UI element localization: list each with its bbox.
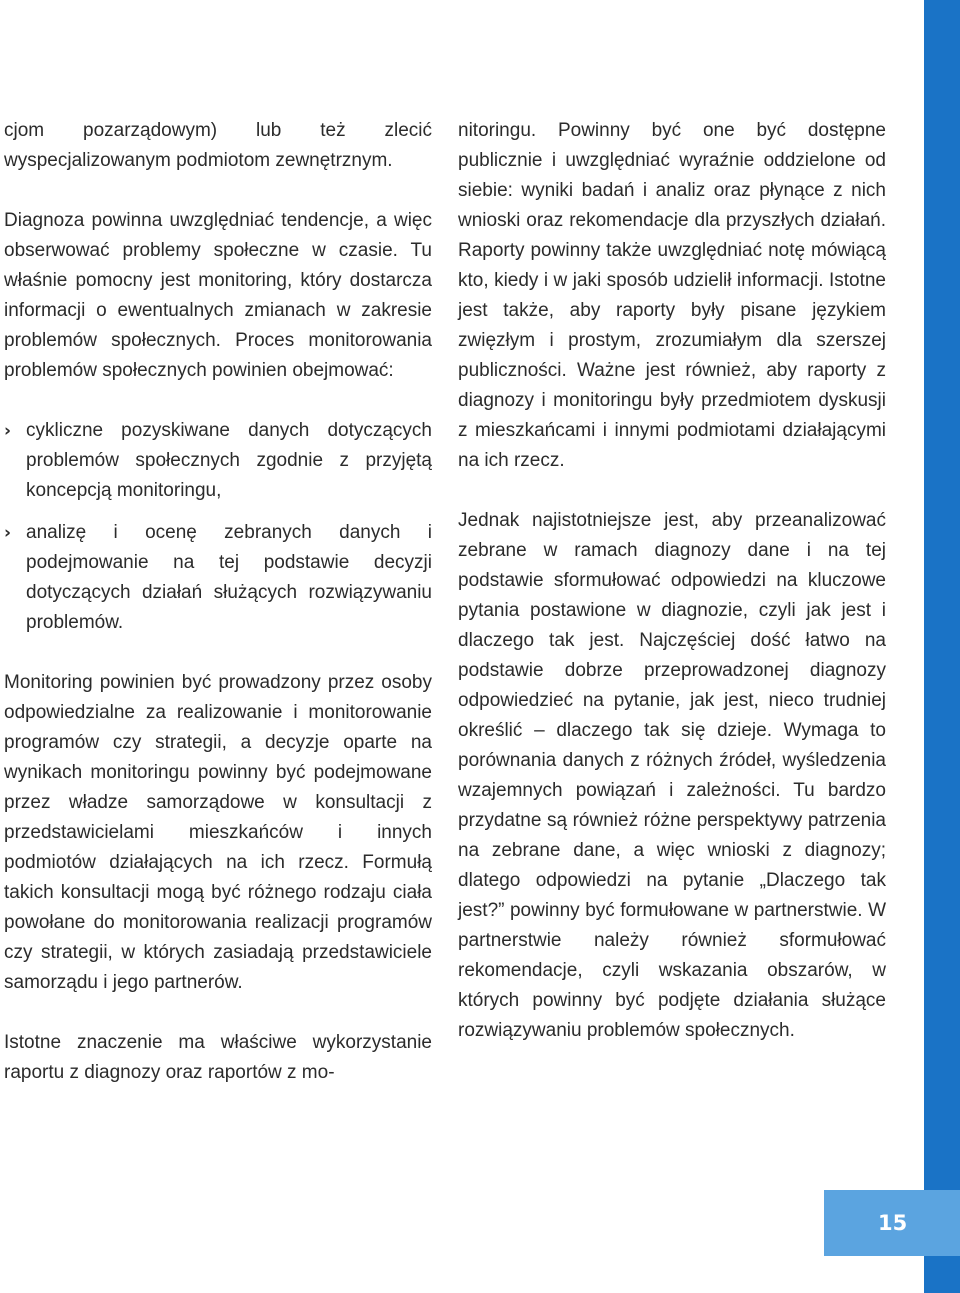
left-paragraph-4: Istotne znaczenie ma właściwe wykorzystanie raportu z diagnozy oraz raportów z mo- — [4, 1032, 432, 1083]
left-paragraph-3: Monitoring powinien być prowadzony przez osoby odpowiedzialne za realizowanie i monitorowanie programów czy strategii, a decyzje oparte na wynikach monitoringu powinny być podejmowane przez władze samorządowe w konsultacji z przedstawicielami mieszkańców i innych podmiotów działających na ich rzecz. Formułą takich konsultacji mogą być różnego rodzaju ciała powołane do monitorowania realizacji programów czy strategii, w których zasiadają przedstawiciele samorządu i jego partnerów. — [4, 672, 432, 993]
right-paragraph-2: Jednak najistotniejsze jest, aby przeanalizować zebrane w ramach diagnozy dane i na tej podstawie sformułować odpowiedzi na kluczowe pytania postawione w diagnozie, czyli jak jest i dlaczego tak jest. Najczęściej dość łatwo na podstawie dobrze przeprowadzonej diagnozy odpowiedzieć na pytanie, jak jest, nieco trudniej określić – dlaczego tak się dzieje. Wymaga to porównania danych z różnych źródeł, wyśledzenia wzajemnych powiązań i zależności. Tu bardzo przydatne są również różne perspektywy patrzenia na zebrane dane, a więc wnioski z diagnozy; dlatego odpowiedzi na pytanie „Dlaczego tak jest?” powinny być formułowane w partnerstwie. W partnerstwie należy również sformułować rekomendacje, czyli wskazania obszarów, w których powinny być podjęte działania służące rozwiązywaniu problemów społecznych. — [458, 510, 886, 1041]
chevron-right-icon: › — [4, 523, 12, 543]
left-paragraph-1: cjom pozarządowym) lub też zlecić wyspecjalizowanym podmiotom zewnętrznym. — [4, 120, 432, 171]
left-column — [4, 116, 432, 1118]
sidebar-accent-bar — [924, 0, 960, 1293]
page-number: 15 — [878, 1211, 908, 1235]
bullet-text: cykliczne pozyskiwane danych dotyczących problemów społecznych zgodnie z przyjętą koncepcją monitoringu, — [26, 420, 432, 501]
page-number-box — [824, 1190, 960, 1256]
bullet-text: analizę i ocenę zebranych danych i podejmowanie na tej podstawie decyzji dotyczących działań służących rozwiązywaniu problemów. — [26, 522, 432, 633]
left-paragraph-2: Diagnoza powinna uwzględniać tendencje, a więc obserwować problemy społeczne w czasie. Tu właśnie pomocny jest monitoring, który dostarcza informacji o ewentualnych zmianach w zakresie problemów społecznych. Proces monitorowania problemów społecznych powinien obejmować: — [4, 210, 432, 381]
chevron-right-icon: › — [4, 421, 12, 441]
bullet-list — [4, 416, 432, 638]
list-item — [4, 416, 432, 506]
right-paragraph-1: nitoringu. Powinny być one być dostępne publicznie i uwzględniać wyraźnie oddzielone od siebie: wyniki badań i analiz oraz płynące z nich wnioski oraz rekomendacje dla przyszłych działań. Raporty powinny także uwzględniać notę mówiącą kto, kiedy i w jaki sposób udzielił informacji. Istotne jest także, aby raporty były pisane językiem zwięzłym i prostym, zrozumiałym dla szerszej publiczności. Ważne jest również, aby raporty z diagnozy i monitoringu były przedmiotem dyskusji z mieszkańcami i innymi podmiotami działającymi na ich rzecz. — [458, 120, 886, 471]
list-item — [4, 518, 432, 638]
right-column — [458, 116, 886, 1076]
